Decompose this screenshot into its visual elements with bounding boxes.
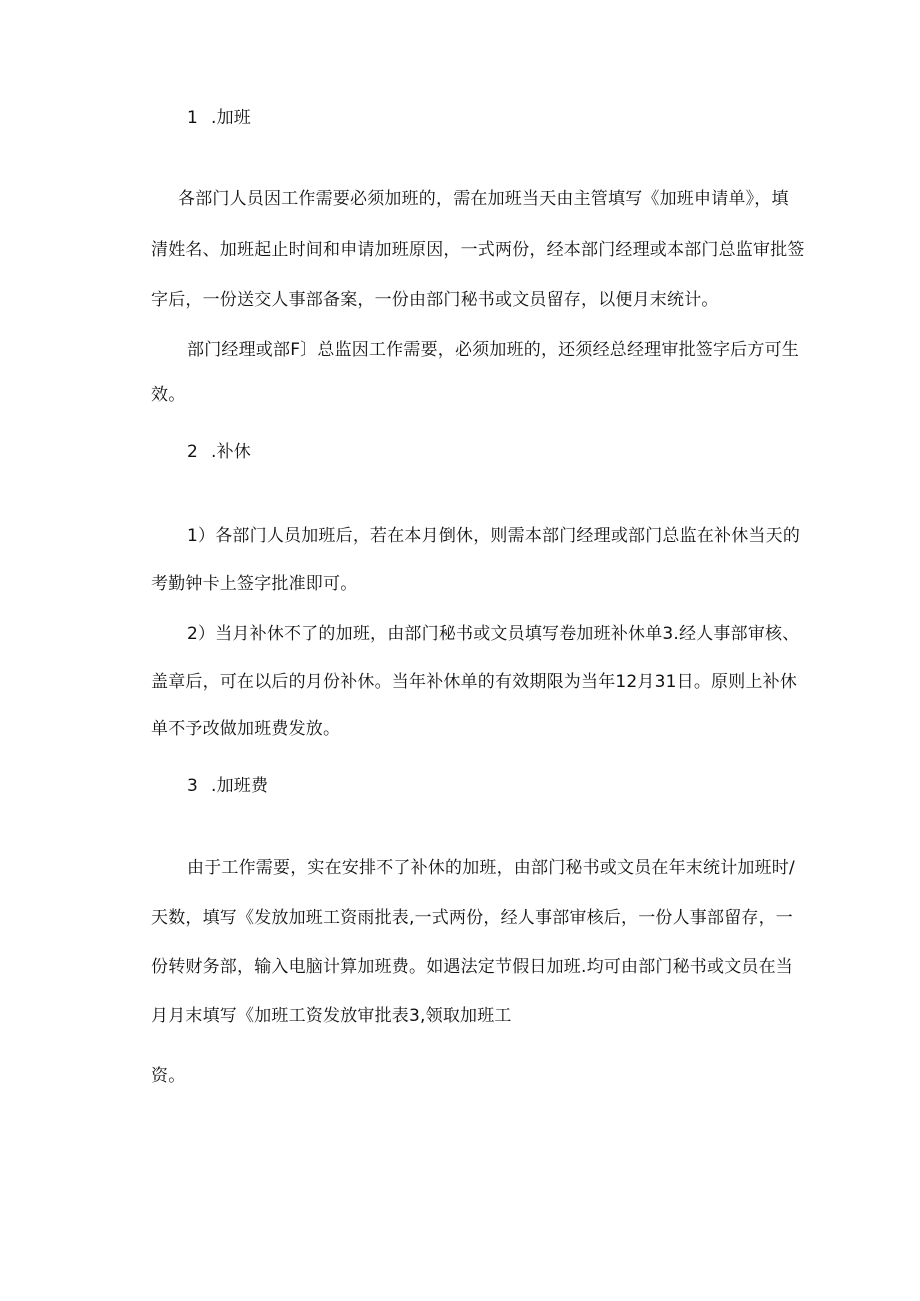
paragraph-line: 盖章后，可在以后的月份补休。当年补休单的有效期限为当年12月31日。原则上补休 bbox=[151, 672, 798, 692]
section-title: .补休 bbox=[211, 442, 252, 462]
paragraph-line: 1）各部门人员加班后，若在本月倒休，则需本部门经理或部门总监在补休当天的 bbox=[187, 526, 801, 546]
paragraph-line: 各部门人员因工作需要必须加班的，需在加班当天由主管填写《加班申请单》，填 bbox=[178, 189, 789, 209]
section-heading bbox=[187, 774, 268, 798]
section-heading bbox=[187, 106, 251, 130]
section-heading bbox=[187, 440, 251, 464]
section-number: 3 bbox=[187, 776, 199, 796]
paragraph-line: 资。 bbox=[151, 1066, 186, 1086]
paragraph-line: 效。 bbox=[151, 385, 186, 405]
paragraph-line: 月月末填写《加班工资发放审批表3,领取加班工 bbox=[151, 1006, 512, 1026]
paragraph-line: 份转财务部，输入电脑计算加班费。如遇法定节假日加班.均可由部门秘书或文员在当 bbox=[151, 957, 794, 977]
paragraph-line: 清姓名、加班起止时间和申请加班原因，一式两份，经本部门经理或本部门总监审批签 bbox=[151, 240, 805, 260]
section-number: 2 bbox=[187, 442, 199, 462]
paragraph-line: 部门经理或部F〕总监因工作需要，必须加班的，还须经总经理审批签字后方可生 bbox=[187, 340, 799, 360]
paragraph-line: 字后，一份送交人事部备案，一份由部门秘书或文员留存，以便月末统计。 bbox=[151, 290, 719, 310]
paragraph-line: 单不予改做加班费发放。 bbox=[151, 719, 341, 739]
section-title: .加班费 bbox=[211, 776, 269, 796]
paragraph-line: 考勤钟卡上签字批准即可。 bbox=[151, 574, 358, 594]
section-number: 1 bbox=[187, 108, 199, 128]
paragraph-line: 天数，填写《发放加班工资雨批表,一式两份，经人事部审核后，一份人事部留存，一 bbox=[151, 908, 794, 928]
paragraph-line: 由于工作需要，实在安排不了补休的加班，由部门秘书或文员在年末统计加班时/ bbox=[187, 858, 795, 878]
paragraph-line: 2）当月补休不了的加班，由部门秘书或文员填写卷加班补休单3.经人事部审核、 bbox=[187, 624, 800, 644]
section-title: .加班 bbox=[211, 108, 252, 128]
